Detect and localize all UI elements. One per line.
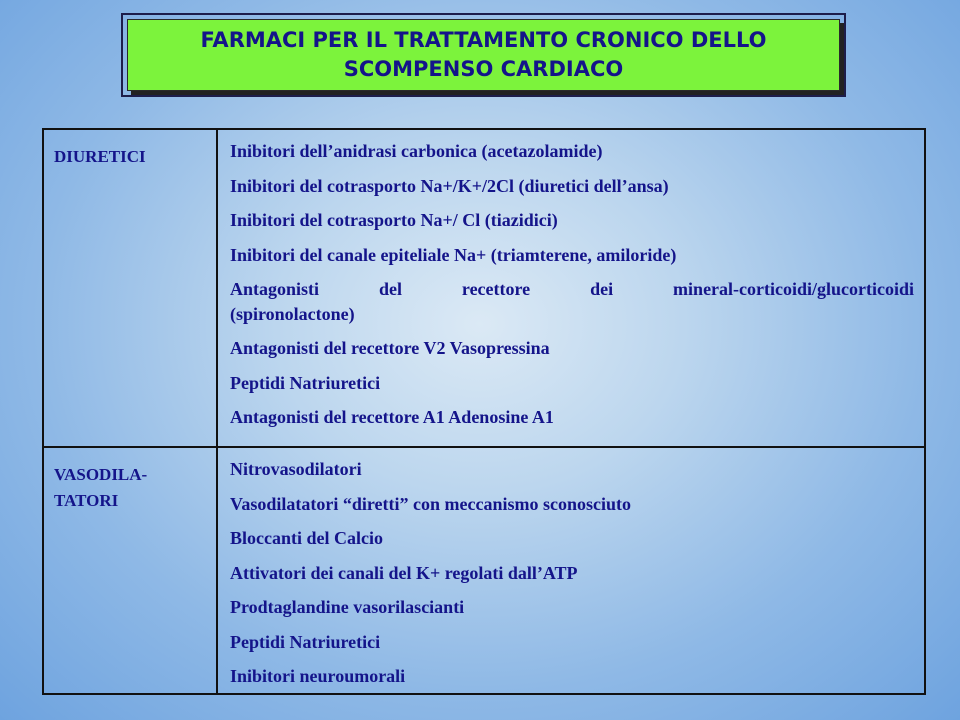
title-line-2: SCOMPENSO CARDIACO: [343, 57, 624, 81]
list-item: Nitrovasodilatori: [230, 459, 362, 479]
list-item: Inibitori neuroumorali: [230, 666, 406, 686]
list-item: Peptidi Natriuretici: [230, 372, 381, 393]
title-line-1: FARMACI PER IL TRATTAMENTO CRONICO DELLO: [200, 28, 767, 52]
list-item: (spironolactone): [230, 303, 355, 324]
list-item: Inibitori del cotrasporto Na+/ Cl (tiazidici): [230, 210, 558, 230]
list-item: Bloccanti del Calcio: [230, 528, 383, 548]
drug-table: [42, 128, 926, 695]
category-label: DIURETICI: [54, 147, 146, 166]
list-item: Antagonisti del recettore dei mineral-corticoidi/glucorticoidi: [230, 279, 914, 299]
table-row-vasodilatatori: [43, 447, 925, 694]
category-label-line-1: VASODILA-: [54, 465, 148, 484]
category-vasodilatatori: [43, 447, 217, 694]
category-label-line-2: TATORI: [54, 491, 119, 510]
list-item: Antagonisti del recettore A1 Adenosine A1: [230, 407, 554, 427]
list-item: Prodtaglandine vasorilascianti: [230, 597, 465, 617]
list-item: Inibitori dell’anidrasi carbonica (acetazolamide): [230, 141, 603, 161]
list-item: Inibitori del cotrasporto Na+/K+/2Cl (diuretici dell’ansa): [230, 175, 669, 196]
list-item: Vasodilatatori “diretti” con meccanismo sconosciuto: [230, 493, 631, 514]
list-item: Attivatori dei canali del K+ regolati dall’ATP: [230, 562, 578, 583]
title-box: [121, 13, 846, 97]
category-diuretici: [43, 129, 217, 447]
list-item: Inibitori del canale epiteliale Na+ (triamterene, amiloride): [230, 244, 677, 265]
table-row-diuretici: [43, 129, 925, 447]
diuretici-items: [217, 129, 925, 447]
vasodilatatori-items: [217, 447, 925, 694]
slide-title: [127, 19, 840, 91]
list-item: Peptidi Natriuretici: [230, 631, 381, 652]
list-item: Antagonisti del recettore V2 Vasopressina: [230, 338, 550, 358]
